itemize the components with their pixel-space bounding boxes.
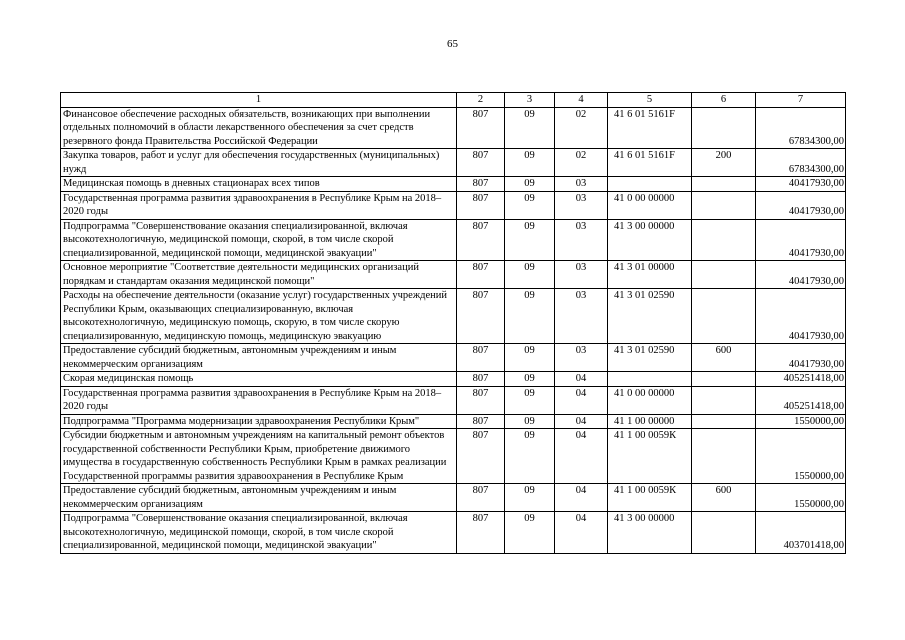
table-row bbox=[61, 149, 846, 177]
cell-grbs-code: 807 bbox=[457, 512, 505, 554]
cell-name: Медицинская помощь в дневных стационарах всех типов bbox=[61, 177, 457, 192]
cell-name: Предоставление субсидий бюджетным, автономным учреждениям и иным некоммерческим организациям bbox=[61, 484, 457, 512]
column-header: 4 bbox=[555, 93, 608, 108]
cell-expense-type bbox=[692, 177, 756, 192]
cell-subsection-code: 03 bbox=[555, 191, 608, 219]
cell-amount: 403701418,00 bbox=[756, 512, 846, 554]
cell-amount: 40417930,00 bbox=[756, 261, 846, 289]
cell-section-code: 09 bbox=[505, 414, 555, 429]
cell-subsection-code: 03 bbox=[555, 261, 608, 289]
cell-expense-type bbox=[692, 289, 756, 344]
cell-grbs-code: 807 bbox=[457, 261, 505, 289]
cell-subsection-code: 03 bbox=[555, 219, 608, 261]
cell-name: Субсидии бюджетным и автономным учреждениям на капитальный ремонт объектов государственной собственности Республики Крым, приобретение движимого имущества в государственную собственность Республики Крым в рамках реализации Государственной программы развития здравоохранения в Республике Крым bbox=[61, 429, 457, 484]
table-row bbox=[61, 512, 846, 554]
cell-section-code: 09 bbox=[505, 149, 555, 177]
cell-amount: 40417930,00 bbox=[756, 191, 846, 219]
cell-section-code: 09 bbox=[505, 107, 555, 149]
cell-amount: 1550000,00 bbox=[756, 484, 846, 512]
cell-target-article: 41 6 01 5161F bbox=[608, 107, 692, 149]
cell-amount: 40417930,00 bbox=[756, 289, 846, 344]
cell-expense-type bbox=[692, 512, 756, 554]
table-row bbox=[61, 177, 846, 192]
cell-name: Расходы на обеспечение деятельности (оказание услуг) государственных учреждений Республики Крым, оказывающих специализированную, включая высокотехнологичную, медицинскую помощь, скорую, в том числе скорую специализированную, медицинскую помощь, медицинскую эвакуацию bbox=[61, 289, 457, 344]
cell-section-code: 09 bbox=[505, 289, 555, 344]
cell-expense-type bbox=[692, 261, 756, 289]
table-row bbox=[61, 429, 846, 484]
cell-grbs-code: 807 bbox=[457, 414, 505, 429]
cell-target-article: 41 0 00 00000 bbox=[608, 386, 692, 414]
cell-target-article: 41 3 01 02590 bbox=[608, 344, 692, 372]
column-header: 1 bbox=[61, 93, 457, 108]
cell-section-code: 09 bbox=[505, 177, 555, 192]
cell-amount: 40417930,00 bbox=[756, 219, 846, 261]
page-number: 65 bbox=[447, 38, 458, 50]
table-row bbox=[61, 107, 846, 149]
cell-amount: 405251418,00 bbox=[756, 372, 846, 387]
column-header: 3 bbox=[505, 93, 555, 108]
cell-target-article: 41 3 00 00000 bbox=[608, 219, 692, 261]
cell-name: Подпрограмма "Совершенствование оказания специализированной, включая высокотехнологичную, медицинской помощи, скорой, в том числе скорой специализированной, медицинской помощи, медицинской эвакуации" bbox=[61, 512, 457, 554]
table-row bbox=[61, 344, 846, 372]
cell-section-code: 09 bbox=[505, 512, 555, 554]
table-row bbox=[61, 219, 846, 261]
cell-amount: 67834300,00 bbox=[756, 107, 846, 149]
cell-name: Подпрограмма "Программа модернизации здравоохранения Республики Крым" bbox=[61, 414, 457, 429]
cell-expense-type: 600 bbox=[692, 344, 756, 372]
cell-section-code: 09 bbox=[505, 429, 555, 484]
cell-name: Основное мероприятие "Соответствие деятельности медицинских организаций порядкам и стандартам оказания медицинской помощи" bbox=[61, 261, 457, 289]
cell-section-code: 09 bbox=[505, 386, 555, 414]
table-row bbox=[61, 191, 846, 219]
cell-grbs-code: 807 bbox=[457, 429, 505, 484]
cell-subsection-code: 04 bbox=[555, 484, 608, 512]
cell-target-article: 41 3 01 00000 bbox=[608, 261, 692, 289]
cell-name: Финансовое обеспечение расходных обязательств, возникающих при выполнении отдельных полномочий в области лекарственного обеспечения за счет средств резервного фонда Правительства Российской Федерации bbox=[61, 107, 457, 149]
cell-grbs-code: 807 bbox=[457, 484, 505, 512]
cell-grbs-code: 807 bbox=[457, 149, 505, 177]
cell-expense-type: 600 bbox=[692, 484, 756, 512]
cell-expense-type bbox=[692, 386, 756, 414]
cell-grbs-code: 807 bbox=[457, 191, 505, 219]
cell-section-code: 09 bbox=[505, 261, 555, 289]
cell-target-article: 41 1 00 00000 bbox=[608, 414, 692, 429]
cell-name: Подпрограмма "Совершенствование оказания специализированной, включая высокотехнологичную, медицинской помощи, скорой, в том числе скорой специализированной, медицинской помощи, медицинской эвакуации" bbox=[61, 219, 457, 261]
cell-target-article bbox=[608, 372, 692, 387]
cell-amount: 40417930,00 bbox=[756, 177, 846, 192]
cell-section-code: 09 bbox=[505, 372, 555, 387]
cell-target-article: 41 6 01 5161F bbox=[608, 149, 692, 177]
table-header-row bbox=[61, 93, 846, 108]
table-row bbox=[61, 386, 846, 414]
cell-name: Государственная программа развития здравоохранения в Республике Крым на 2018–2020 годы bbox=[61, 386, 457, 414]
budget-table bbox=[60, 92, 846, 554]
column-header: 7 bbox=[756, 93, 846, 108]
cell-grbs-code: 807 bbox=[457, 289, 505, 344]
cell-target-article bbox=[608, 177, 692, 192]
table-row bbox=[61, 372, 846, 387]
cell-expense-type bbox=[692, 219, 756, 261]
cell-name: Закупка товаров, работ и услуг для обеспечения государственных (муниципальных) нужд bbox=[61, 149, 457, 177]
cell-target-article: 41 1 00 0059К bbox=[608, 429, 692, 484]
cell-grbs-code: 807 bbox=[457, 344, 505, 372]
column-header: 6 bbox=[692, 93, 756, 108]
cell-subsection-code: 03 bbox=[555, 177, 608, 192]
cell-section-code: 09 bbox=[505, 484, 555, 512]
cell-grbs-code: 807 bbox=[457, 177, 505, 192]
cell-section-code: 09 bbox=[505, 191, 555, 219]
cell-amount: 405251418,00 bbox=[756, 386, 846, 414]
cell-subsection-code: 02 bbox=[555, 149, 608, 177]
cell-subsection-code: 03 bbox=[555, 344, 608, 372]
table-row bbox=[61, 484, 846, 512]
table-row bbox=[61, 414, 846, 429]
cell-target-article: 41 0 00 00000 bbox=[608, 191, 692, 219]
cell-section-code: 09 bbox=[505, 344, 555, 372]
cell-grbs-code: 807 bbox=[457, 372, 505, 387]
cell-target-article: 41 3 01 02590 bbox=[608, 289, 692, 344]
cell-grbs-code: 807 bbox=[457, 386, 505, 414]
cell-subsection-code: 04 bbox=[555, 512, 608, 554]
cell-name: Государственная программа развития здравоохранения в Республике Крым на 2018–2020 годы bbox=[61, 191, 457, 219]
cell-subsection-code: 04 bbox=[555, 386, 608, 414]
cell-expense-type bbox=[692, 372, 756, 387]
cell-name: Скорая медицинская помощь bbox=[61, 372, 457, 387]
column-header: 5 bbox=[608, 93, 692, 108]
cell-section-code: 09 bbox=[505, 219, 555, 261]
column-header: 2 bbox=[457, 93, 505, 108]
cell-grbs-code: 807 bbox=[457, 219, 505, 261]
cell-expense-type: 200 bbox=[692, 149, 756, 177]
cell-name: Предоставление субсидий бюджетным, автономным учреждениям и иным некоммерческим организациям bbox=[61, 344, 457, 372]
cell-subsection-code: 02 bbox=[555, 107, 608, 149]
table-body bbox=[61, 93, 846, 554]
cell-amount: 67834300,00 bbox=[756, 149, 846, 177]
cell-amount: 40417930,00 bbox=[756, 344, 846, 372]
cell-expense-type bbox=[692, 191, 756, 219]
table-row bbox=[61, 261, 846, 289]
cell-amount: 1550000,00 bbox=[756, 429, 846, 484]
cell-subsection-code: 04 bbox=[555, 414, 608, 429]
cell-amount: 1550000,00 bbox=[756, 414, 846, 429]
cell-subsection-code: 03 bbox=[555, 289, 608, 344]
cell-target-article: 41 1 00 0059К bbox=[608, 484, 692, 512]
cell-subsection-code: 04 bbox=[555, 429, 608, 484]
cell-expense-type bbox=[692, 107, 756, 149]
cell-grbs-code: 807 bbox=[457, 107, 505, 149]
cell-expense-type bbox=[692, 414, 756, 429]
table-row bbox=[61, 289, 846, 344]
cell-expense-type bbox=[692, 429, 756, 484]
cell-subsection-code: 04 bbox=[555, 372, 608, 387]
cell-target-article: 41 3 00 00000 bbox=[608, 512, 692, 554]
